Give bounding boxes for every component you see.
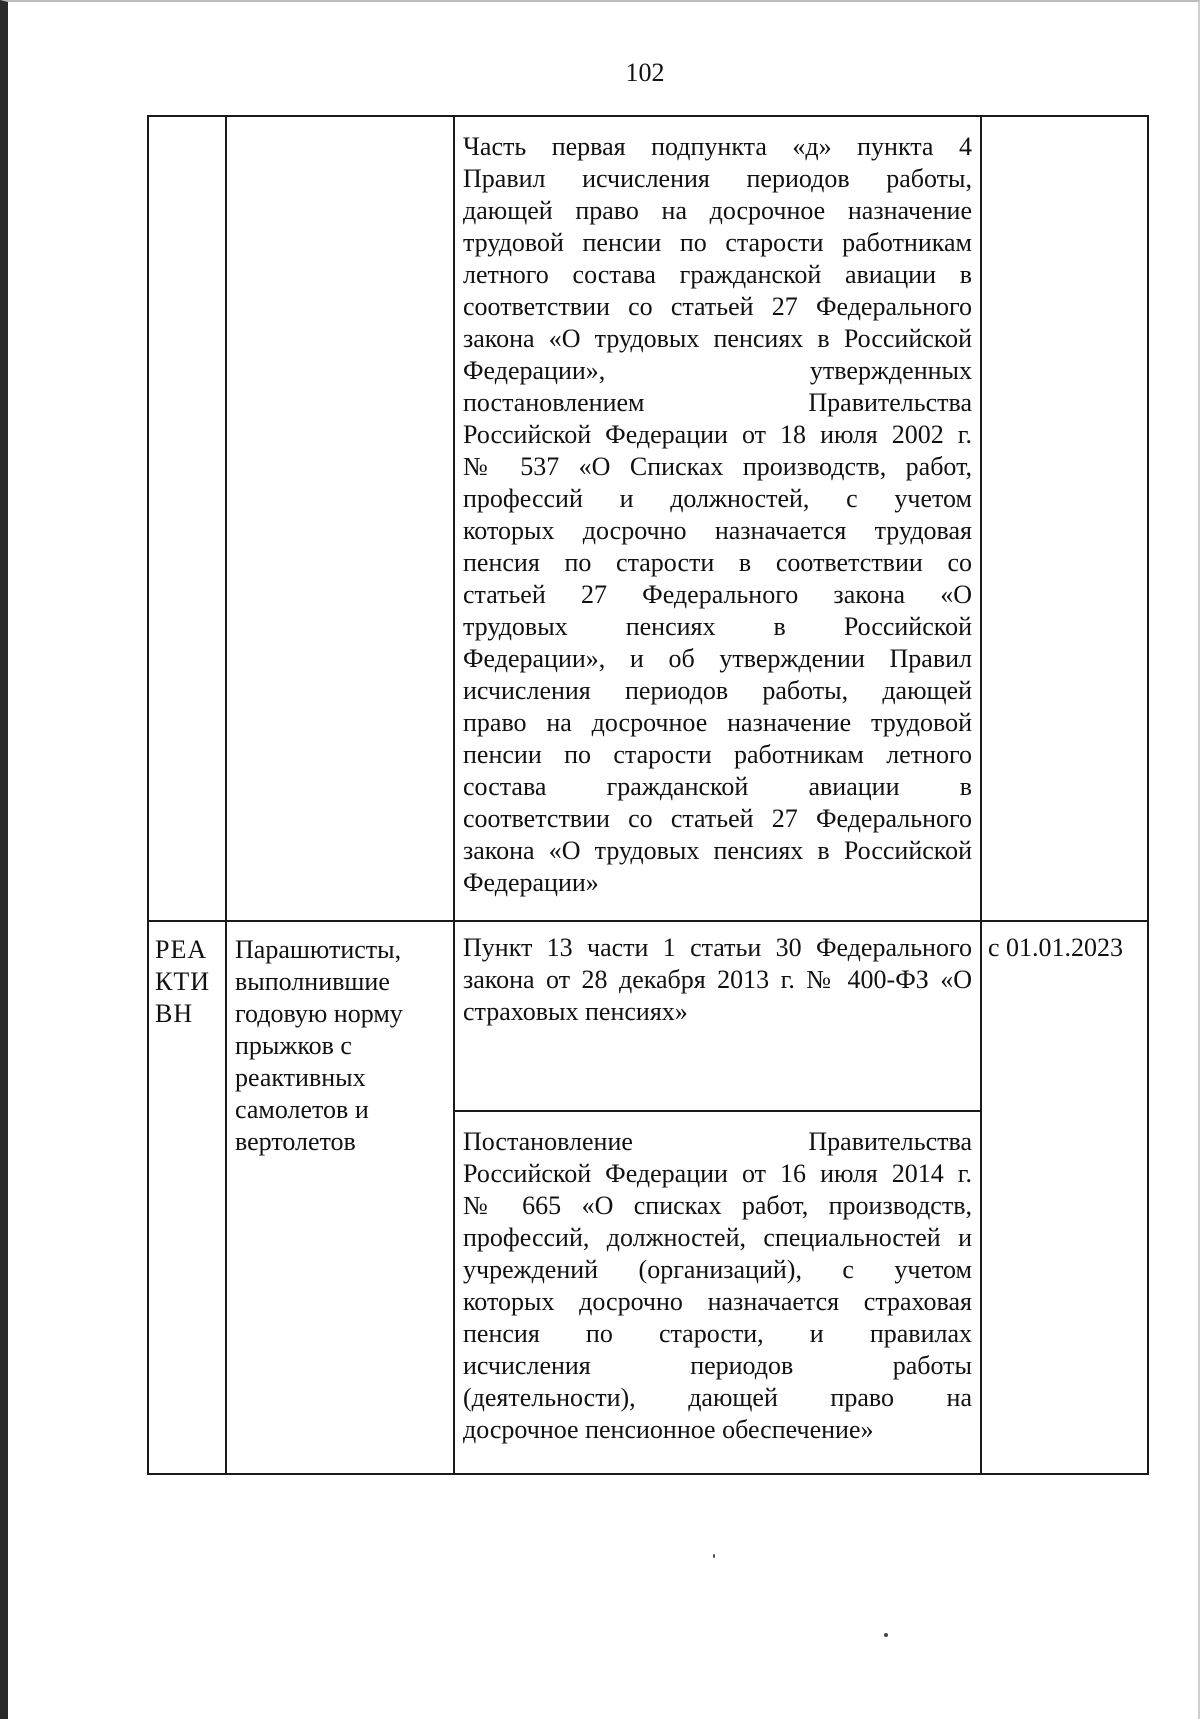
text-line: профессий и должностей, с учетом [463, 484, 972, 513]
basis-text [455, 922, 980, 1028]
text-line: Российской Федерации от 16 июля 2014 г. [463, 1159, 972, 1188]
date-cell [981, 921, 1148, 1474]
text-line: право на досрочное назначение трудовой [463, 708, 972, 737]
scan-speck [713, 1554, 715, 1558]
name-line: вертолетов [235, 1127, 356, 1156]
text-line: статьей 27 Федерального закона «О [463, 580, 972, 609]
basis-cell [454, 116, 981, 921]
basis-text [455, 117, 980, 899]
text-line: Федерации», и об утверждении Правил [463, 644, 972, 673]
text-line: закона «О трудовых пенсиях в Российской [463, 324, 972, 353]
text-line: постановлением Правительства [463, 388, 972, 417]
text-line: Федерации» [463, 868, 599, 897]
text-line: (деятельности), дающей право на [463, 1383, 972, 1412]
name-line: реактивных [235, 1063, 366, 1092]
text-line: пенсии по старости работникам летного [463, 740, 972, 769]
text-line: соответствии со статьей 27 Федерального [463, 804, 972, 833]
profession-name [227, 922, 453, 1158]
text-line: состава гражданской авиации в [463, 772, 972, 801]
name-cell [226, 116, 454, 921]
text-line: летного состава гражданской авиации в [463, 260, 972, 289]
text-line: исчисления периодов работы, дающей [463, 676, 972, 705]
text-line: соответствии со статьей 27 Федерального [463, 292, 972, 321]
code-cell [148, 116, 226, 921]
code-line: КТИ [155, 967, 210, 996]
text-line: пенсия по старости в соответствии со [463, 548, 972, 577]
text-line: № 665 «О списках работ, производств, [463, 1191, 972, 1220]
code-line: РЕА [155, 935, 208, 964]
text-line: Постановление Правительства [463, 1127, 972, 1156]
text-line: трудовой пенсии по старости работникам [463, 228, 972, 257]
code-cell [148, 921, 226, 1474]
text-line: № 537 «О Списках производств, работ, [463, 452, 972, 481]
text-line: закона от 28 декабря 2013 г. № 400-ФЗ «О [463, 965, 972, 994]
name-line: прыжков с [235, 1031, 352, 1060]
name-line: Парашютисты, [235, 935, 402, 964]
text-line: Пункт 13 части 1 статьи 30 Федерального [463, 933, 972, 962]
effective-date: с 01.01.2023 [988, 933, 1124, 962]
name-cell [226, 921, 454, 1474]
text-line: дающей право на досрочное назначение [463, 196, 972, 225]
text-line: профессий, должностей, специальностей и [463, 1223, 972, 1252]
text-line: которых досрочно назначается страховая [463, 1287, 972, 1316]
basis-text [455, 1112, 980, 1446]
page-number: 102 [625, 58, 665, 87]
basis-cell [454, 921, 981, 1111]
text-line: которых досрочно назначается трудовая [463, 516, 972, 545]
date-cell [981, 116, 1148, 921]
text-line: Федерации», утвержденных [463, 356, 972, 385]
text-line: Российской Федерации от 18 июля 2002 г. [463, 420, 972, 449]
text-line: трудовых пенсиях в Российской [463, 612, 972, 641]
scan-speck [884, 1633, 888, 1637]
text-line: страховых пенсиях» [463, 997, 688, 1026]
basis-cell [454, 1111, 981, 1474]
text-line: исчисления периодов работы [463, 1351, 972, 1380]
text-line: закона «О трудовых пенсиях в Российской [463, 836, 972, 865]
name-line: выполнившие [235, 967, 390, 996]
name-line: самолетов и [235, 1095, 369, 1124]
text-line: учреждений (организаций), с учетом [463, 1255, 972, 1284]
table-row [148, 921, 1148, 1111]
text-line: Часть первая подпункта «д» пункта 4 [463, 132, 972, 161]
text-line: досрочное пенсионное обеспечение» [463, 1415, 874, 1444]
name-line: годовую норму [235, 999, 403, 1028]
table-row [148, 116, 1148, 921]
text-line: Правил исчисления периодов работы, [463, 164, 972, 193]
profession-table [147, 115, 1149, 1475]
code-line: ВН [155, 999, 194, 1028]
text-line: пенсия по старости, и правилах [463, 1319, 972, 1348]
code-text [149, 922, 225, 1030]
